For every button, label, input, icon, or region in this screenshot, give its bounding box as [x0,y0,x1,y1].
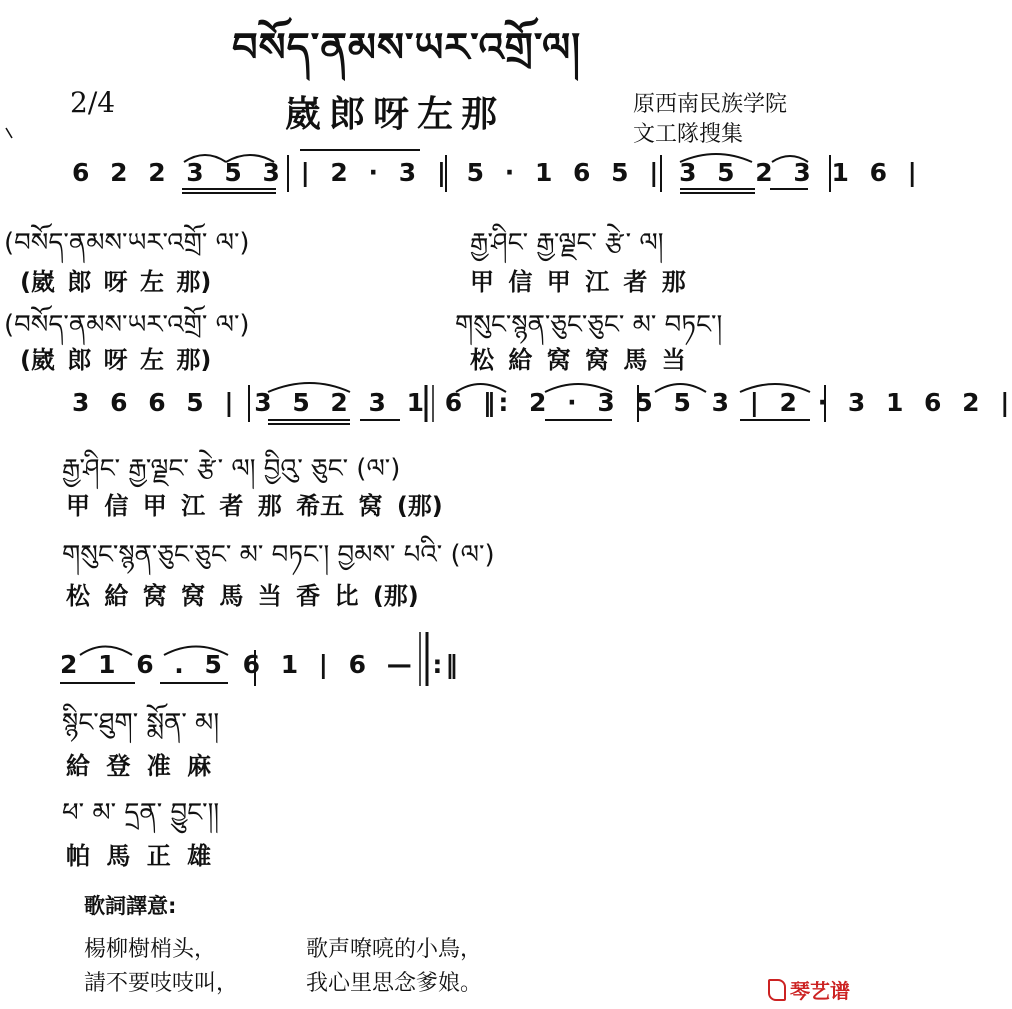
translation-label: 歌詞譯意: [84,894,177,918]
lyric-tibetan-1a: (བསོད་ནམས་ཡར་འགྲོ་ ལ་) [4,228,250,258]
watermark-text: 琴艺谱 [790,979,850,1003]
lyric-chinese-5: 給 登 准 麻 [66,752,212,780]
source-line-1: 原西南民族学院 [633,92,788,117]
lyric-tibetan-1b: རྒྱ་ཤིང་ རྒྱ་ལྗང་ རྩེ་ ལ། [470,228,664,258]
notation-line-1: 6 2 2 3 5 3 | 2 · 3 | 5 · 1 6 5 | 3 5 2 3 1 6 | [72,158,920,187]
translation-line-2-left: 請不要吱吱叫， [84,971,239,996]
lyric-chinese-2a: (崴 郎 呀 左 那) [20,346,212,374]
notation-line-3: 2 1 6 . 5 6 1 | 6 — :‖ [60,650,461,679]
translation-line-1-right: 歌声嘹喨的小鳥， [306,937,483,962]
lyric-chinese-1a: (崴 郎 呀 左 那) [20,268,212,296]
notation-line-2: 3 6 6 5 | 3 5 2 3 1 6 ‖: 2 · 3 5 5 3 | 2 · 3 1 6 2 | [72,388,1012,417]
watermark-logo [768,975,850,1004]
lyric-chinese-1b: 甲 信 甲 江 者 那 [470,268,686,296]
time-signature: 2/4 [70,86,116,119]
lyric-tibetan-4: གསུང་སྙན་ཅུང་ཅུང་ མ་ བཏང་། བྱམས་ པའི་ (ལ་) [62,540,495,570]
lyric-tibetan-2a: (བསོད་ནམས་ཡར་འགྲོ་ ལ་) [4,310,250,340]
source-credit [633,90,787,150]
lyric-chinese-6: 帕 馬 正 雄 [66,842,212,870]
lyric-chinese-4: 松 給 窝 窝 馬 当 香 比 (那) [66,582,419,610]
tibetan-title: བསོད་ནམས་ཡར་འགྲོ་ལ། [232,25,582,71]
lyric-tibetan-3: རྒྱ་ཤིང་ རྒྱ་ལྗང་ རྩེ་ ལ། བྱིའུ་ ཅུང་ (ལ་) [62,454,401,484]
translation-line-2-right: 我心里思念爹娘。 [306,971,483,996]
translation-line-1-left: 楊柳樹梢头， [84,937,217,962]
lyric-chinese-2b: 松 給 窝 窝 馬 当 [470,346,686,374]
lyric-tibetan-6: ཕ་ མ་ དྲན་ བྱུང་།། [62,798,220,828]
source-line-2: 文工隊搜集 [633,122,744,147]
lyric-tibetan-5: སྙིང་ཐུག་ སྨོན་ མ། [62,708,220,738]
logo-icon [768,979,786,1001]
lyric-tibetan-2b: གསུང་སྙན་ཅུང་ཅུང་ མ་ བཏང་། [455,310,723,340]
song-title: 崴郎呀左那 [285,93,506,135]
lyric-chinese-3: 甲 信 甲 江 者 那 希五 窝 (那) [66,492,443,520]
